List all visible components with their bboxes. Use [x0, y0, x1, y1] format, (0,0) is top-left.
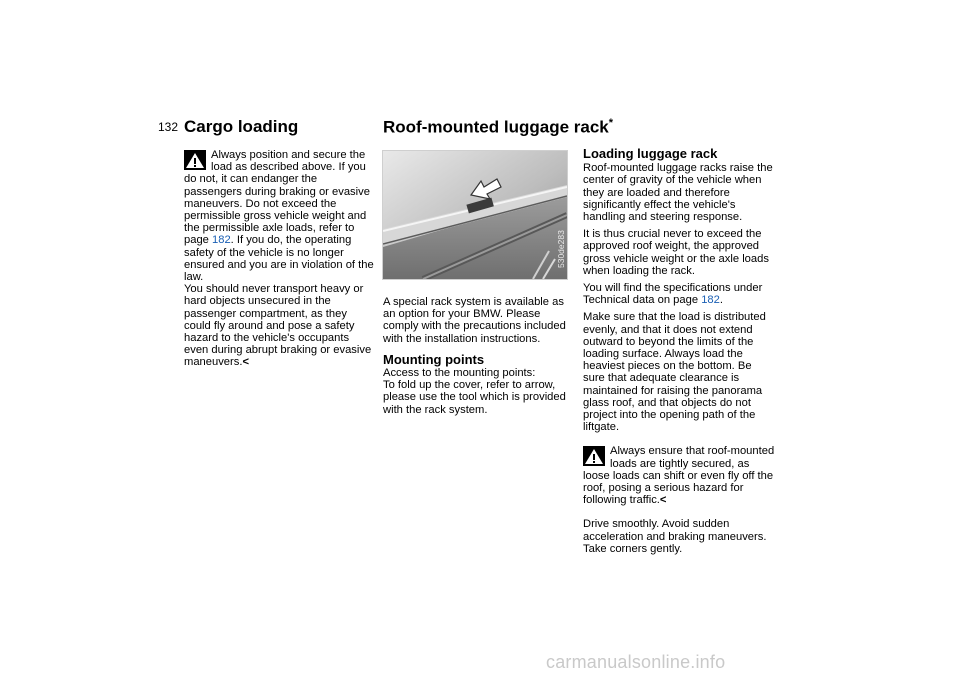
watermark: carmanualsonline.info: [546, 652, 726, 672]
page-link-182[interactable]: 182: [212, 234, 231, 247]
photo-reference-id: 530de283: [556, 230, 566, 268]
mounting-points-line-1: Access to the mounting points:: [383, 367, 536, 380]
page-number: 132: [158, 120, 179, 134]
right-column: [583, 148, 775, 555]
roof-rack-title-text: Roof-mounted luggage rack: [383, 117, 609, 137]
right-warning-text: [583, 445, 775, 506]
left-warning-lead: Always position and secure the load as described above. If you do not, it can endanger the passengers during braking or evasive maneuvers. Do not exceed the permissible gross vehicle weight and the permissible axle loads, refer to page: [184, 149, 370, 247]
luggage-rack-photo: [382, 150, 568, 280]
left-warning-tail: . If you do, the operating safety of the vehicle is no longer ensured and you are in violation of the law.: [184, 234, 374, 284]
option-star: *: [608, 117, 614, 129]
mounting-points-line-2: To fold up the cover, refer to arrow, please use the tool which is provided with the rack system.: [383, 379, 566, 416]
warning-triangle-icon: [184, 150, 206, 170]
loading-rack-heading: Loading luggage rack: [583, 146, 718, 161]
loading-paragraph-1: Roof-mounted luggage racks raise the center of gravity of the vehicle when they are loaded and therefore significantly effect the vehicle's handling and steering response.: [583, 162, 773, 224]
warning-triangle-icon: [583, 446, 605, 466]
end-mark: <: [659, 494, 667, 507]
loading-paragraph-3: [583, 282, 775, 306]
middle-column: [383, 296, 575, 416]
left-warning-p2: You should never transport heavy or hard objects unsecured in the passenger compartment, as they could fly around and pose a safety hazard to the vehicle's occupants even during abrupt braking or evasive maneuvers.: [184, 283, 372, 369]
page-link-182-right[interactable]: 182: [701, 294, 720, 307]
driving-advice: Drive smoothly. Avoid sudden acceleration and braking maneuvers. Take corners gently.: [583, 518, 767, 555]
roof-mounting-point-illustration: [383, 151, 567, 279]
loading-paragraph-3-tail: .: [719, 294, 723, 307]
right-warning: [583, 445, 775, 506]
section-title: Cargo loading: [184, 117, 299, 136]
roof-rack-title: [383, 117, 613, 138]
mounting-points-heading: Mounting points: [383, 351, 485, 367]
rack-intro-text: A special rack system is available as an option for your BMW. Please comply with the precautions included with the installation instructions.: [383, 296, 566, 345]
left-column: [184, 149, 374, 369]
left-warning-text: [184, 149, 374, 283]
end-mark: <: [242, 356, 249, 369]
loading-paragraph-4: Make sure that the load is distributed evenly, and that it does not extend outward to beyond the limits of the loading surface. Always load the heaviest pieces on the bottom. Be sure that adequate clearance is maintained for raising the panorama glass roof, and that objects do not project into the opening path of the liftgate.: [583, 311, 766, 434]
loading-paragraph-3-lead: You will find the specifications under Technical data on page: [583, 282, 763, 307]
right-warning-body: Always ensure that roof-mounted loads are tightly secured, as loose loads can shift or even fly off the roof, posing a serious hazard for following traffic.: [583, 445, 775, 507]
left-warning-paragraph-2: [184, 283, 374, 368]
loading-paragraph-2: It is thus crucial never to exceed the approved roof weight, the approved gross vehicle weight or the axle loads when loading the rack.: [583, 228, 769, 277]
